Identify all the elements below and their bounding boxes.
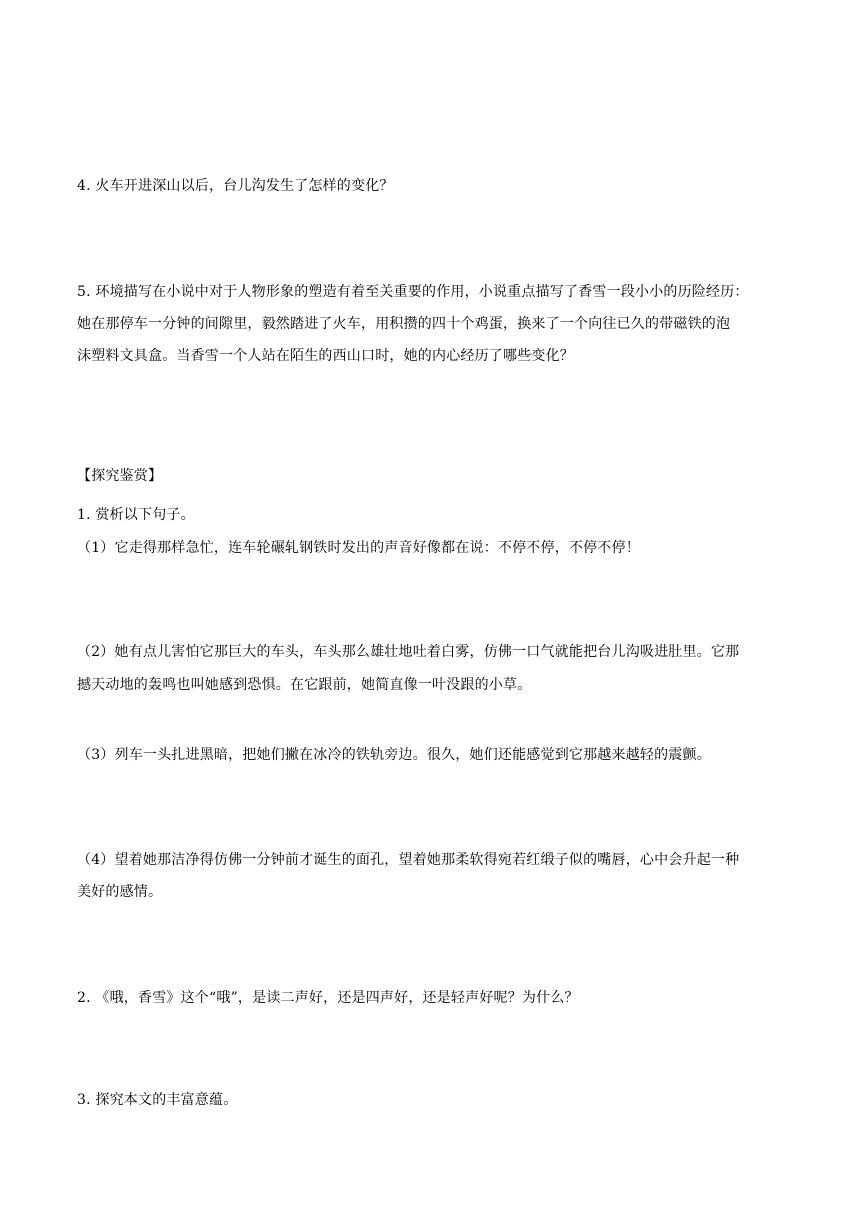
- question-4: 4. 火车开进深山以后，台儿沟发生了怎样的变化？: [77, 178, 394, 194]
- section-title: 【探究鉴赏】: [77, 468, 163, 484]
- sentence-4-line-2: 美好的感情。: [77, 884, 163, 900]
- exercise-3: 3. 探究本文的丰富意蕴。: [77, 1092, 238, 1108]
- exercise-1-title: 1. 赏析以下句子。: [77, 507, 195, 523]
- sentence-2-line-1: （2）她有点儿害怕它那巨大的车头，车头那么雄壮地吐着白雾，仿佛一口气就能把台儿沟吸进肚里。它那: [77, 644, 740, 660]
- sentence-4-line-1: （4）望着她那洁净得仿佛一分钟前才诞生的面孔，望着她那柔软得宛若红缎子似的嘴唇，心中会升起一种: [77, 852, 740, 868]
- sentence-3: （3）列车一头扎进黑暗，把她们撇在冰冷的铁轨旁边。很久，她们还能感觉到它那越来越轻的震颤。: [77, 747, 711, 763]
- question-5-line-2: 她在那停车一分钟的间隙里，毅然踏进了火车，用积攒的四十个鸡蛋，换来了一个向往已久的带磁铁的泡: [77, 316, 731, 332]
- exercise-2: 2. 《哦，香雪》这个“哦”，是读二声好，还是四声好，还是轻声好呢？为什么？: [77, 990, 579, 1006]
- question-5-line-1: 5. 环境描写在小说中对于人物形象的塑造有着至关重要的作用，小说重点描写了香雪一段小小的历险经历：: [77, 284, 749, 300]
- sentence-1: （1）它走得那样急忙，连车轮碾轧钢铁时发出的声音好像都在说：不停不停，不停不停！: [77, 540, 640, 556]
- question-5-line-3: 沫塑料文具盒。当香雪一个人站在陌生的西山口时，她的内心经历了哪些变化？: [77, 348, 574, 364]
- sentence-2-line-2: 撼天动地的轰鸣也叫她感到恐惧。在它跟前，她简直像一叶没跟的小草。: [77, 677, 532, 693]
